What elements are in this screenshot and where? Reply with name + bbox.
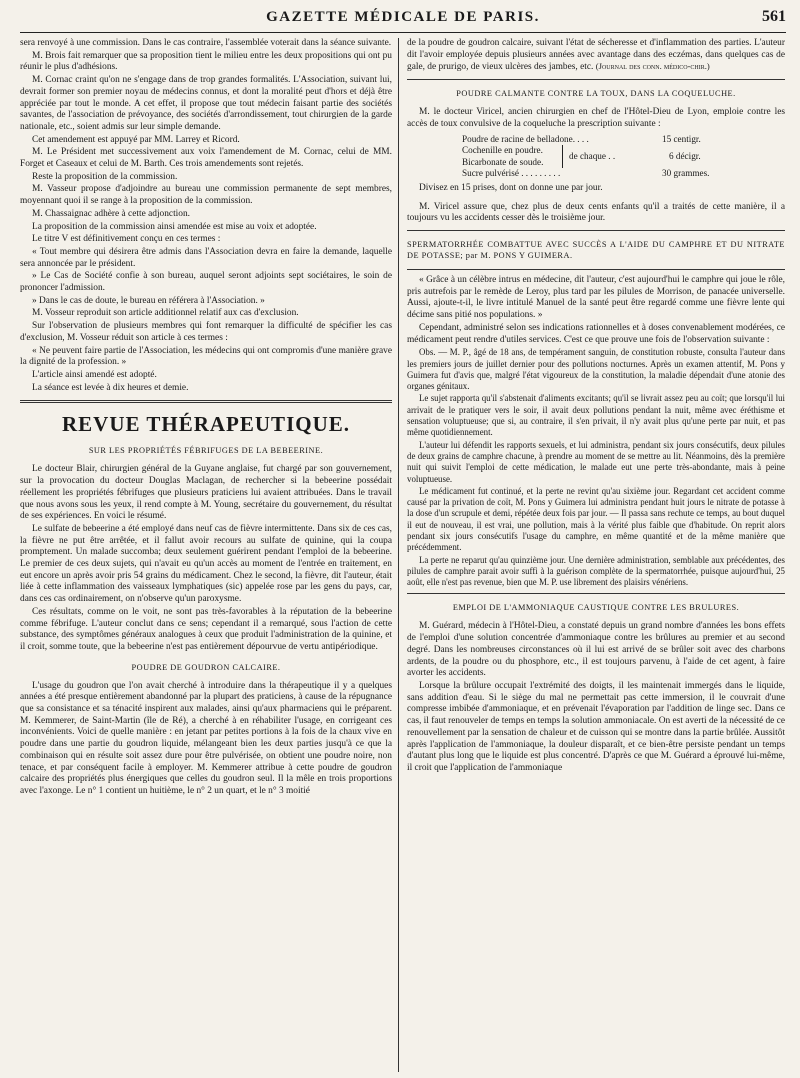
- paragraph: Le sulfate de bebeerine a été employé dans neuf cas de fièvre intermittente. Dans six de ces cas, la fièvre ne put être arrêtée, et il fallut avoir recours au sulfate de quinine, qui la coupa promptement. Un malade succomba; deux seulement guérirent pendant l'emploi de la bebeerine. Le premier de ces deux sujets, qui n'avait eu qu'un accès au moment de l'entrée en traitement, en eut encore un après avoir pris 54 grains du médicament. Chez le second, la fièvre, dit l'auteur, était liée à cette inflammation des vaisseaux lymphatiques (sic) appelée rose par les gens du pays, car, dans ces cas ordinairement, on n'observe qu'un paroxysme.: [20, 523, 392, 605]
- paragraph: Ces résultats, comme on le voit, ne sont pas très-favorables à la réputation de la bebeerine comme fébrifuge. L'auteur conclut dans ce sens; cependant il a remarqué, sous l'action de cette substance, des symptômes généraux analogues à ceux que produit l'administration de la quinine, et il croit, somme toute, que la bebeerine n'est pas entièrement dépourvue de vertu antipériodique.: [20, 606, 392, 652]
- journal-title: GAZETTE MÉDICALE DE PARIS.: [266, 9, 540, 25]
- paragraph: M. Vosseur reproduit son article additionnel relatif aux cas d'exclusion.: [32, 308, 299, 319]
- paragraph: » Dans le cas de doute, le bureau en référera à l'Association. »: [32, 295, 265, 306]
- page-number: 561: [762, 8, 786, 25]
- paragraph: L'usage du goudron que l'on avait cherché à introduire dans la thérapeutique il y a quelques années a été presque entièrement abandonné par la plupart des praticiens, à cause de la répugnance que sa consistance et sa ténacité inspirent aux malades, ainsi qu'aux pharmaciens qui le préparent. M. Kemmerer, de Saint-Martin (île de Ré), a cherché à en réhabiliter l'usage, en corrigeant ces inconvénients. Voici de quelle manière : en jetant par petites portions à la fois de la chaux vive en poudre dans une partie du goudron liquide, mélangeant bien les deux parties jusqu'à ce que la combinaison qui en résulte soit assez dure pour être pulvérisée, on obtient une poudre noire, non tenace, et par conséquent facile à employer. M. Kemmerer attribue à cette poudre de goudron calcaire des propriétés plus énergiques que celles du goudron seul. Il la mêle en trois proportions avec l'axonge. Le n° 1 contient un huitième, le n° 2 un quart, et le n° 3 moitié: [20, 680, 392, 796]
- column-divider: [398, 38, 399, 1072]
- section-rule: [407, 269, 785, 270]
- paragraph: L'auteur lui défendit les rapports sexuels, et lui administra, pendant six jours consécutifs, deux pilules de deux grains de camphre chacune, à prendre au moment de se mettre au lit. Néanmoins, dès la première nuit qui suivit l'emploi de cette médication, le malade eut une perte très-abondante, mais à peine voluptueuse.: [407, 439, 785, 484]
- ingredient-name: Poudre de racine de belladone. . . .: [462, 133, 589, 144]
- paragraph: Divisez en 15 prises, dont on donne une par jour.: [419, 182, 603, 193]
- paragraph-text: de la poudre de goudron calcaire, suivant l'état de sécheresse et d'inflammation des parties. L'auteur dit l'avoir employée depuis plusieurs années avec avantage dans des eczémas, dans quelques cas de gale, de prurigo, de vieux ulcères des jambes, etc.: [407, 38, 785, 73]
- prescription-line: [462, 168, 785, 180]
- section-rule: [407, 593, 785, 594]
- paragraph: M. Viricel assure que, chez plus de deux cents enfants qu'il a traités de cette manière, il a toujours vu les accidents cesser dès le troisième jour.: [407, 201, 785, 224]
- section-title: REVUE THÉRAPEUTIQUE.: [62, 412, 350, 437]
- ingredient-quantity: 30 grammes.: [662, 168, 710, 179]
- article-heading: SPERMATORRHÉE COMBATTUE AVEC SUCCÈS A L'AIDE DU CAMPHRE ET DU NITRATE DE POTASSE; par M. PONS Y GUIMERA.: [407, 240, 785, 261]
- paragraph: « Ne peuvent faire partie de l'Association, les médecins qui ont compromis d'une manière grave la dignité de la profession. »: [20, 345, 392, 368]
- paragraph: M. Cornac craint qu'on ne s'engage dans de trop grandes formalités. L'Association, suivant lui, devrait former son premier noyau de médecins connus, et dont la moralité peut d'hors et déjà être appréciée par tout le monde. A cet effet, il propose que tout médecin faisant partie des sociétés savantes, de l'association de prévoyance, des sociétés d'arrondissement, tout chirurgien de la garde nationale, etc., soient admis sur leur simple demande.: [20, 75, 392, 132]
- paragraph: La perte ne reparut qu'au quinzième jour. Une dernière administration, semblable aux précédentes, des pilules de camphre parait avoir suffi à la guérison complète de la spermatorrhée, puisque aujourd'hui, 25 août, elle n'est pas revenue, bien que M. P. use librement des plaisirs vénériens.: [407, 554, 785, 588]
- paragraph: Reste la proposition de la commission.: [32, 171, 178, 182]
- paragraph: La proposition de la commission ainsi amendée est mise au voix et adoptée.: [32, 221, 317, 232]
- paragraph: Sur l'observation de plusieurs membres qui font remarquer la difficulté de spécifier les cas d'exclusion, M. Vosseur réduit son article à ces termes :: [20, 321, 392, 343]
- prescription-line: [462, 134, 785, 146]
- prescription: [462, 134, 785, 180]
- paragraph: Le titre V est définitivement conçu en ces termes :: [32, 234, 221, 245]
- ingredient-name: Sucre pulvérisé . . . . . . . . .: [462, 168, 561, 179]
- paragraph: Obs. — M. P., âgé de 18 ans, de tempérament sanguin, de constitution robuste, consulta l'auteur dans les premiers jours de juillet dernier pour des pollutions nocturnes. Après un examen attentif, M. Pons y Guimera fut d'avis que, malgré l'état vigoureux de la constitution, la maladie dépendait d'une atonie des organes génitaux.: [407, 347, 785, 392]
- paragraph: La séance est levée à dix heures et demie.: [32, 382, 189, 393]
- source-citation: (Journal des conn. médico-chir.): [595, 61, 710, 72]
- ingredient-group: [462, 145, 563, 168]
- paragraph: M. Chassaignac adhère à cette adjonction.: [32, 208, 191, 219]
- paragraph: Le sujet rapporta qu'il s'abstenait d'aliments excitants; qu'il se livrait assez peu au coït; que lorsqu'il lui arrivait de le pratiquer vers le soir, il avait deux pollutions pendant la nuit, même avec éréthisme et sensation voluptueuse; que si, au contraire, il s'en privait, il n'y avait plus qu'une perte par nuit, et pas même quotidiennement.: [407, 393, 785, 438]
- paragraph: [407, 38, 785, 74]
- article-heading: POUDRE DE GOUDRON CALCAIRE.: [131, 662, 281, 672]
- ingredient-name: Bicarbonate de soude.: [462, 156, 544, 167]
- prescription-line: [462, 145, 785, 168]
- paragraph: M. Le Président met successivement aux voix l'amendement de M. Cornac, celui de MM. Forget et Caseaux et celui de M. Barth. Ces trois amendements sont rejetés.: [20, 147, 392, 170]
- article-heading: POUDRE CALMANTE CONTRE LA TOUX, DANS LA COQUELUCHE.: [456, 89, 736, 99]
- paragraph: Le médicament fut continué, et la perte ne revint qu'au sixième jour. Regardant cet accident comme causé par la privation de coït, M. Pons y Guimera lui administra pendant huit jours le nitrate de potasse à la dose d'un scrupule et demi, répétée deux fois par jour. — Il passa sans rechute ce temps, au bout duquel il eut de nouveau, il est vrai, une pollution, mais à la vérité plus faible que d'habitude. On reprit alors pendant six jours consécutifs l'usage du camphre, en même quantité et de la même manière que précédemment.: [407, 485, 785, 553]
- section-rule: [407, 230, 785, 231]
- section-rule: [407, 79, 785, 80]
- page-header: [20, 6, 786, 33]
- paragraph: M. le docteur Viricel, ancien chirurgien en chef de l'Hôtel-Dieu de Lyon, emploie contre les accès de toux convulsive de la coqueluche la prescription suivante :: [407, 107, 785, 129]
- ingredient-name: Cochenille en poudre.: [462, 145, 543, 156]
- left-column: [20, 38, 392, 1072]
- right-column: [407, 38, 785, 1072]
- paragraph: » Le Cas de Société confie à son bureau, auquel seront adjoints sept sociétaires, le soin de prononcer l'admission.: [20, 271, 392, 294]
- paragraph: Cet amendement est appuyé par MM. Larrey et Ricord.: [32, 134, 240, 145]
- paragraph: M. Vasseur propose d'adjoindre au bureau une commission permanente de sept membres, moyennant quoi il se range à la proposition de la commission.: [20, 184, 392, 207]
- paragraph: L'article ainsi amendé est adopté.: [32, 369, 157, 380]
- article-heading: SUR LES PROPRIÉTÉS FÉBRIFUGES DE LA BEBEERINE.: [88, 446, 324, 456]
- paragraph: Lorsque la brûlure occupait l'extrémité des doigts, il les maintenait immergés dans le liquide, sans addition d'eau. Si le siège du mal ne permettait pas cette immersion, il le couvrait d'une compresse imbibée d'ammoniaque, et en prévenait l'évaporation par l'addition de linge sec. Dans ce cas, il faut renouveler de temps en temps la solution ammoniacale. On est averti de la nécessité de ce renouvellement par la sensation de chaleur et de cuisson qui se montre dans la partie brûlée. Aussitôt après l'application de l'ammoniaque, la douleur disparaît, et ce bien-être persiste pendant un temps d'autant plus long que le liquide est plus concentré. D'après ce que M. Guérard a éprouvé lui-même, il croit que l'application de l'ammoniaque: [407, 681, 785, 773]
- paragraph: « Grâce à un célèbre intrus en médecine, dit l'auteur, c'est aujourd'hui le camphre qui joue le rôle, pris autrefois par le remède de Leroy, plus tard par les pilules de Morrison, de panacée universelle. Aussi, ajoute-t-il, le livre intitulé Manuel de la santé peut être regardé comme une fièvre lente qui décime sans pitié nos populations. »: [407, 275, 785, 321]
- section-rule: [20, 400, 392, 403]
- article-heading: EMPLOI DE L'AMMONIAQUE CAUSTIQUE CONTRE LES BRULURES.: [452, 603, 740, 613]
- ingredient-quantity: 15 centigr.: [662, 133, 701, 144]
- paragraph: M. Brois fait remarquer que sa proposition tient le milieu entre les deux propositions qui ont pu réunir le plus d'adhésions.: [20, 50, 392, 73]
- paragraph: Cependant, administré selon ses indications rationnelles et à doses convenablement modérées, ce médicament peut rendre d'utiles services. C'est ce que prouve une fois de l'observation suivante :: [407, 322, 785, 345]
- ingredient-each: de chaque . .: [569, 150, 616, 161]
- paragraph: Le docteur Blair, chirurgien général de la Guyane anglaise, fut chargé par son gouvernement, sur la provocation du docteur Douglas Maclagan, de rechercher si la bebeerine possédait réellement les propriétés fébrifuges que plusieurs praticiens lui avaient attribuées. Dans le travail que nous avons sous les yeux, il rend compte à M. Young, secrétaire du gouvernement, du résultat de ses expériences. En voici le résumé.: [20, 464, 392, 522]
- paragraph: sera renvoyé à une commission. Dans le cas contraire, l'assemblée voterait dans la séance suivante.: [20, 38, 392, 48]
- paragraph: « Tout membre qui désirera être admis dans l'Association devra en faire la demande, laquelle sera annoncée par le président.: [20, 246, 392, 269]
- paragraph: M. Guérard, médecin à l'Hôtel-Dieu, a constaté depuis un grand nombre d'années les bons effets de l'emploi d'une solution concentrée d'ammoniaque contre les brûlures au premier et au second degré. Dans les nombreuses circonstances où il lui est arrivé de se brûler soit avec des charbons ardents, de la poudre ou du phosphore, etc., il est toujours parvenu, à l'aide de cet agent, à faire avorter les accidents.: [407, 621, 785, 679]
- ingredient-quantity: 6 décigr.: [669, 150, 701, 161]
